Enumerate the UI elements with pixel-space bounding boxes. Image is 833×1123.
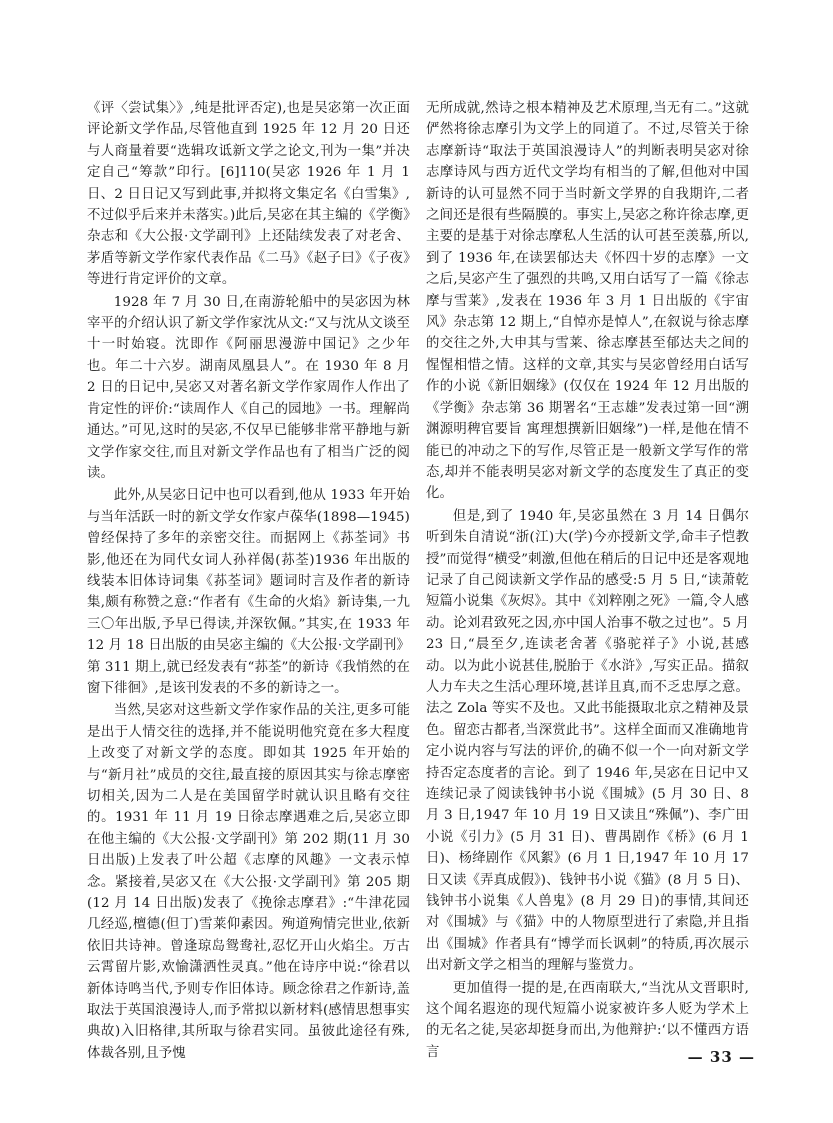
paragraph: 1928 年 7 月 30 日,在南游轮船中的吴宓因为林宰平的介绍认识了新文学作家沈从文:“又与沈从文谈至十一时始寝。沈即作《阿丽思漫游中国记》之少年也。年二十六岁。湖南凤凰县人”。在 1930 年 8 月 2 日的日记中,吴宓又对著名新文学作家周作人作出了肯定性的评价:“读周作人《自己的园地》一书。理解尚通达。”可见,这时的吴宓,不仅早已能够非常平静地与新文学作家交往,而且对新文学作品也有了相当广泛的阅读。 (87, 294, 410, 481)
right-column (426, 98, 749, 1063)
paragraph: 无所成就,然诗之根本精神及艺术原理,当无有二。”这就俨然将徐志摩引为文学上的同道了。不过,尽管关于徐志摩新诗“取法于英国浪漫诗人”的判断表明吴宓对徐志摩诗风与西方近代文学均有相当的了解,但他对中国新诗的认可显然不同于当时新文学界的自我期许,二者之间还是很有些隔膜的。事实上,吴宓之称许徐志摩,更主要的是基于对徐志摩私人生活的认可甚至羡慕,所以,到了 1936 年,在读罢郁达夫《怀四十岁的志摩》一文之后,吴宓产生了强烈的共鸣,又用白话写了一篇《徐志摩与雪莱》,发表在 1936 年 3 月 1 日出版的《宇宙风》杂志第 12 期上,“自悼亦是悼人”,在叙说与徐志摩的交往之外,大申其与雪莱、徐志摩甚至郁达夫之间的惺惺相惜之情。这样的文章,其实与吴宓曾经用白话写作的小说《新旧姻缘》(仅仅在 1924 年 12 月出版的《学衡》杂志第 36 期署名“王志雄”发表过第一回“溯渊源明稗官要旨 寓理想撰新旧姻缘”)一样,是他在情不能已的冲动之下的写作,尽管正是一般新文学写作的常态,却并不能表明吴宓对新文学的态度发生了真正的变化。 (426, 101, 749, 502)
paragraph: 更加值得一提的是,在西南联大,“当沈从文晋职时,这个闻名遐迩的现代短篇小说家被许多人贬为学术上的无名之徒,吴宓却挺身而出,为他辩护:‘以不懂西方语言 (426, 980, 749, 1060)
page-number: — 33 — (687, 1048, 755, 1066)
left-column (87, 98, 410, 1064)
paragraph: 《评〈尝试集〉》,纯是批评否定),也是吴宓第一次正面评论新文学作品,尽管他直到 1925 年 12 月 20 日还与人商量着要“选辑攻诋新文学之论文,刊为一集”并决定自己“筹款”印行。[6]110(吴宓 1926 年 1 月 1 日、2 日日记又写到此事,并拟将文集定名《白雪集》,不过似乎后来并未落实。)此后,吴宓在其主编的《学衡》杂志和《大公报·文学副刊》上还陆续发表了对老舍、茅盾等新文学作家代表作品《二马》《赵子曰》《子夜》等进行肯定评价的文章。 (87, 101, 410, 288)
paragraph: 当然,吴宓对这些新文学作家作品的关注,更多可能是出于人情交往的选择,并不能说明他究竟在多大程度上改变了对新文学的态度。即如其 1925 年开始的与“新月社”成员的交往,最直接的原因其实与徐志摩密切相关,因为二人是在美国留学时就认识且略有交往的。1931 年 11 月 19 日徐志摩遇难之后,吴宓立即在他主编的《大公报·文学副刊》第 202 期(11 月 30 日出版)上发表了叶公超《志摩的风趣》一文表示悼念。紧接着,吴宓又在《大公报·文学副刊》第 205 期(12 月 14 日出版)发表了《挽徐志摩君》:“牛津花园几经巡,檀德(但丁)雪莱仰素因。殉道殉情完世业,依新依旧共诗神。曾逢琼岛鸳鸯社,忍忆开山火焰尘。万古云霄留片影,欢愉潇洒性灵真。”他在诗序中说:“徐君以新体诗鸣当代,予则专作旧体诗。顾念徐君之作新诗,盖取法于英国浪漫诗人,而予常拟以新材料(感情思想事实典故)入旧格律,其所取与徐君实同。虽彼此途径有殊,体裁各别,且予愧 (87, 703, 410, 1061)
paragraph: 但是,到了 1940 年,吴宓虽然在 3 月 14 日偶尔听到朱自清说“浙(江)大(学)今亦授新文学,命丰子恺教授”而觉得“横受”刺激,但他在稍后的日记中还是客观地记录了自己阅读新文学作品的感受:5 月 5 日,“读萧乾短篇小说集《灰烬》。其中《刘粹刚之死》一篇,令人感动。论刘君致死之因,亦中国人治事不敬之过也”。5 月 23 日,“晨至夕,连读老舍著《骆驼祥子》小说,甚感动。以为此小说甚佳,脱胎于《水浒》,写实正品。描叙人力车夫之生活心理环境,甚详且真,而不乏忠厚之意。法之 Zola 等实不及也。又此书能摄取北京之精神及景色。留恋古都者,当深赏此书”。这样全面而又准确地肯定小说内容与写法的评价,的确不似一个一向对新文学持否定态度者的言论。到了 1946 年,吴宓在日记中又连续记录了阅读钱钟书小说《围城》(5 月 30 日、8 月 3 日,1947 年 10 月 19 日又读且“殊佩”)、李广田小说《引力》(5 月 31 日)、曹禺剧作《桥》(6 月 1 日)、杨绛剧作《风絮》(6 月 1 日,1947 年 10 月 17 日又读《弄真成假》)、钱钟书小说《猫》(8 月 5 日)、钱钟书小说集《人兽鬼》(8 月 29 日)的事情,其间还对《围城》与《猫》中的人物原型进行了索隐,并且指出《围城》作者具有“博学而长讽刺”的特质,再次展示出对新文学之相当的理解与鉴赏力。 (426, 508, 749, 974)
paragraph: 此外,从吴宓日记中也可以看到,他从 1933 年开始与当年活跃一时的新文学女作家卢葆华(1898—1945)曾经保持了多年的亲密交往。而据网上《荪荃词》书影,他还在为同代女词人孙祥偈(荪荃)1936 年出版的线装本旧体诗词集《荪荃词》题词时言及作者的新诗集,颇有称赞之意:“作者有《生命的火焰》新诗集,一九三〇年出版,予早已得读,并深钦佩。”其实,在 1933 年 12 月 18 日出版的由吴宓主编的《大公报·文学副刊》第 311 期上,就已经发表有“荪荃”的新诗《我悄然的在窗下徘徊》,是该刊发表的不多的新诗之一。 (87, 488, 410, 696)
